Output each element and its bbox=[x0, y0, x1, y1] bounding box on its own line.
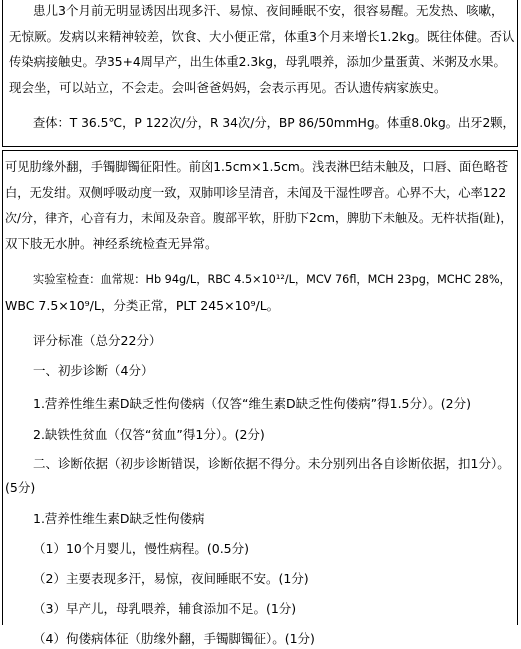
basis-item: （2）主要表现多汗，易惊，夜间睡眠不安。(1分) bbox=[33, 571, 309, 586]
case-line: 无惊厥。发病以来精神较差，饮食、大小便正常，体重3个月来增长1.2kg。既往体健。否认 bbox=[9, 29, 515, 44]
section-score: (5分) bbox=[5, 480, 36, 495]
basis-item: （1）10个月婴儿，慢性病程。(0.5分) bbox=[33, 541, 249, 556]
basis-item: （4）佝偻病体征（肋缘外翻，手镯脚镯征）。(1分) bbox=[33, 631, 315, 646]
case-line: 现会坐，可以站立，不会走。会叫爸爸妈妈，会表示再见。否认遗传病家族史。 bbox=[9, 80, 447, 95]
lab-line: WBC 7.5×10⁹/L，分类正常，PLT 245×10⁹/L。 bbox=[5, 298, 280, 313]
exam-and-scoring-box bbox=[2, 150, 518, 646]
section-heading: 二、诊断依据（初步诊断错误，诊断依据不得分。未分别列出各自诊断依据，扣1分）。 bbox=[33, 456, 510, 471]
exam-line: 双下肢无水肿。神经系统检查无异常。 bbox=[5, 236, 218, 251]
exam-line: 白，无发绀。双侧呼吸动度一致，双肺叩诊呈清音，未闻及干湿性啰音。心界不大，心率122 bbox=[5, 186, 507, 200]
exam-line: 可见肋缘外翻，手镯脚镯征阳性。前囟1.5cm×1.5cm。浅表淋巴结未触及，口唇、面色略苍 bbox=[5, 160, 509, 174]
scoring-title: 评分标准（总分22分） bbox=[33, 333, 162, 348]
exam-line: 次/分，律齐，心音有力，未闻及杂音。腹部平软，肝肋下2cm，脾肋下未触及。无杵状指(趾)， bbox=[5, 211, 513, 225]
basis-item: （3）早产儿，母乳喂养，辅食添加不足。(1分) bbox=[33, 601, 297, 616]
diagnosis-item: 2.缺铁性贫血（仅答“贫血”得1分）。(2分) bbox=[33, 427, 265, 442]
physical-exam-line: 查体：T 36.5℃，P 122次/分，R 34次/分，BP 86/50mmHg。体重8.0kg。出牙2颗， bbox=[33, 116, 515, 130]
case-line: 传染病接触史。孕35+4周早产，出生体重2.3kg，母乳喂养，添加少量蛋黄、米粥及水果。 bbox=[9, 55, 506, 69]
case-line: 患儿3个月前无明显诱因出现多汗、易惊、夜间睡眠不安，很容易醒。无发热、咳嗽， bbox=[33, 3, 504, 18]
basis-heading: 1.营养性维生素D缺乏性佝偻病 bbox=[33, 511, 205, 526]
lab-line: 实验室检查：血常规：Hb 94g/L，RBC 4.5×10¹²/L，MCV 76fl，MCH 23pg，MCHC 28%， bbox=[33, 273, 511, 286]
case-history-box bbox=[2, 0, 518, 147]
section-heading: 一、初步诊断（4分） bbox=[33, 363, 154, 378]
diagnosis-item: 1.营养性维生素D缺乏性佝偻病（仅答“维生素D缺乏性佝偻病”得1.5分）。(2分) bbox=[33, 396, 471, 411]
